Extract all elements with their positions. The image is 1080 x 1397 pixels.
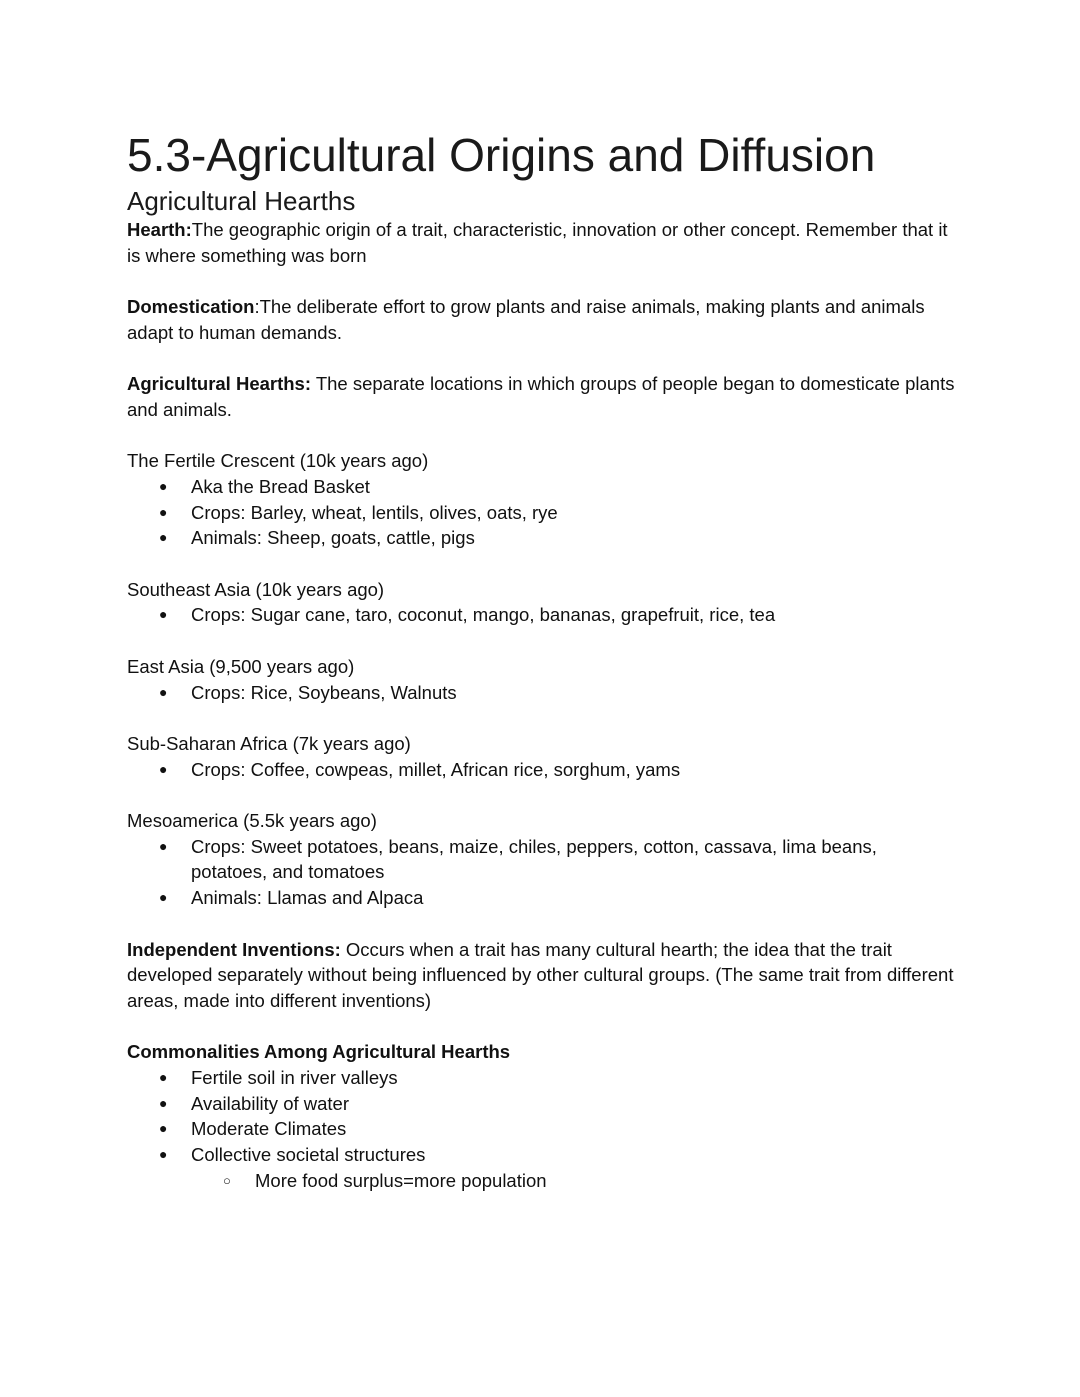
region-list [127, 834, 957, 911]
list-item: ● Fertile soil in river valleys [127, 1065, 957, 1091]
list-item: ● Availability of water [127, 1091, 957, 1117]
list-item: ● Aka the Bread Basket [127, 474, 957, 500]
document-page [127, 128, 957, 1194]
region-heading: Mesoamerica (5.5k years ago) [127, 810, 377, 832]
list-item: ● Crops: Sweet potatoes, beans, maize, chiles, peppers, cotton, cassava, lima beans, potatoes, and tomatoes [159, 835, 877, 883]
bullet-icon: ● [159, 1146, 168, 1163]
definition-agricultural-hearths [127, 371, 957, 422]
bullet-icon: ● [159, 503, 168, 520]
hollow-bullet-icon: ○ [223, 1172, 231, 1188]
region-list [127, 602, 957, 628]
bullet-icon: ● [159, 1120, 168, 1137]
region-heading: The Fertile Crescent (10k years ago) [127, 450, 429, 472]
region-heading: East Asia (9,500 years ago) [127, 655, 355, 677]
list-item: ● Animals: Sheep, goats, cattle, pigs [127, 525, 957, 551]
bullet-icon: ● [159, 1094, 168, 1111]
bullet-icon: ● [159, 606, 168, 623]
list-item: ● Collective societal structures ○ More food surplus=more population [127, 1142, 957, 1193]
list-item: ● Crops: Rice, Soybeans, Walnuts [127, 680, 957, 706]
list-item: ● Crops: Barley, wheat, lentils, olives, oats, rye [127, 500, 957, 526]
bullet-icon: ● [159, 1069, 168, 1086]
definition-text: The geographic origin of a trait, characteristic, innovation or other concept. Remember that it is where something was born [127, 219, 948, 266]
bullet-icon: ● [159, 837, 168, 854]
definition-text: The separate locations in which groups of people began to domesticate plants and animals. [127, 373, 955, 420]
bullet-icon: ● [159, 477, 168, 494]
region-list [127, 757, 957, 783]
definition-text: Occurs when a trait has many cultural hearth; the idea that the trait developed separately without being influenced by other cultural groups. (The same trait from different areas, made into different inventions) [127, 938, 954, 1011]
term-label: Hearth: [127, 219, 192, 240]
bullet-icon: ● [159, 683, 168, 700]
list-item: ● Crops: Sugar cane, taro, coconut, mango, bananas, grapefruit, rice, tea [127, 602, 957, 628]
definition-hearth [127, 217, 957, 268]
list-item: ● Animals: Llamas and Alpaca [127, 885, 957, 911]
commonalities-list [127, 1065, 957, 1194]
region-list [127, 680, 957, 706]
term-label: Independent Inventions: [127, 938, 341, 960]
region-heading: Southeast Asia (10k years ago) [127, 578, 385, 600]
term-label: Domestication [127, 296, 255, 318]
region-heading: Sub-Saharan Africa (7k years ago) [127, 732, 411, 754]
bullet-icon: ● [159, 889, 168, 906]
list-item: ● Crops: Coffee, cowpeas, millet, African rice, sorghum, yams [127, 757, 957, 783]
bullet-icon: ● [159, 529, 168, 546]
bullet-icon: ● [159, 760, 168, 777]
commonalities-heading: Commonalities Among Agricultural Hearths [127, 1041, 511, 1063]
definition-text: :The deliberate effort to grow plants and raise animals, making plants and animals adapt to human demands. [127, 296, 925, 343]
sub-list-item: ○ More food surplus=more population [191, 1168, 957, 1194]
section-subtitle: Agricultural Hearths [127, 186, 356, 216]
term-label: Agricultural Hearths: [127, 373, 312, 395]
definition-independent-inventions [127, 937, 957, 1014]
sub-list [191, 1168, 957, 1194]
region-list [127, 474, 957, 551]
list-item: ● Moderate Climates [127, 1116, 957, 1142]
page-title: 5.3-Agricultural Origins and Diffusion [127, 129, 876, 181]
definition-domestication [127, 294, 957, 345]
